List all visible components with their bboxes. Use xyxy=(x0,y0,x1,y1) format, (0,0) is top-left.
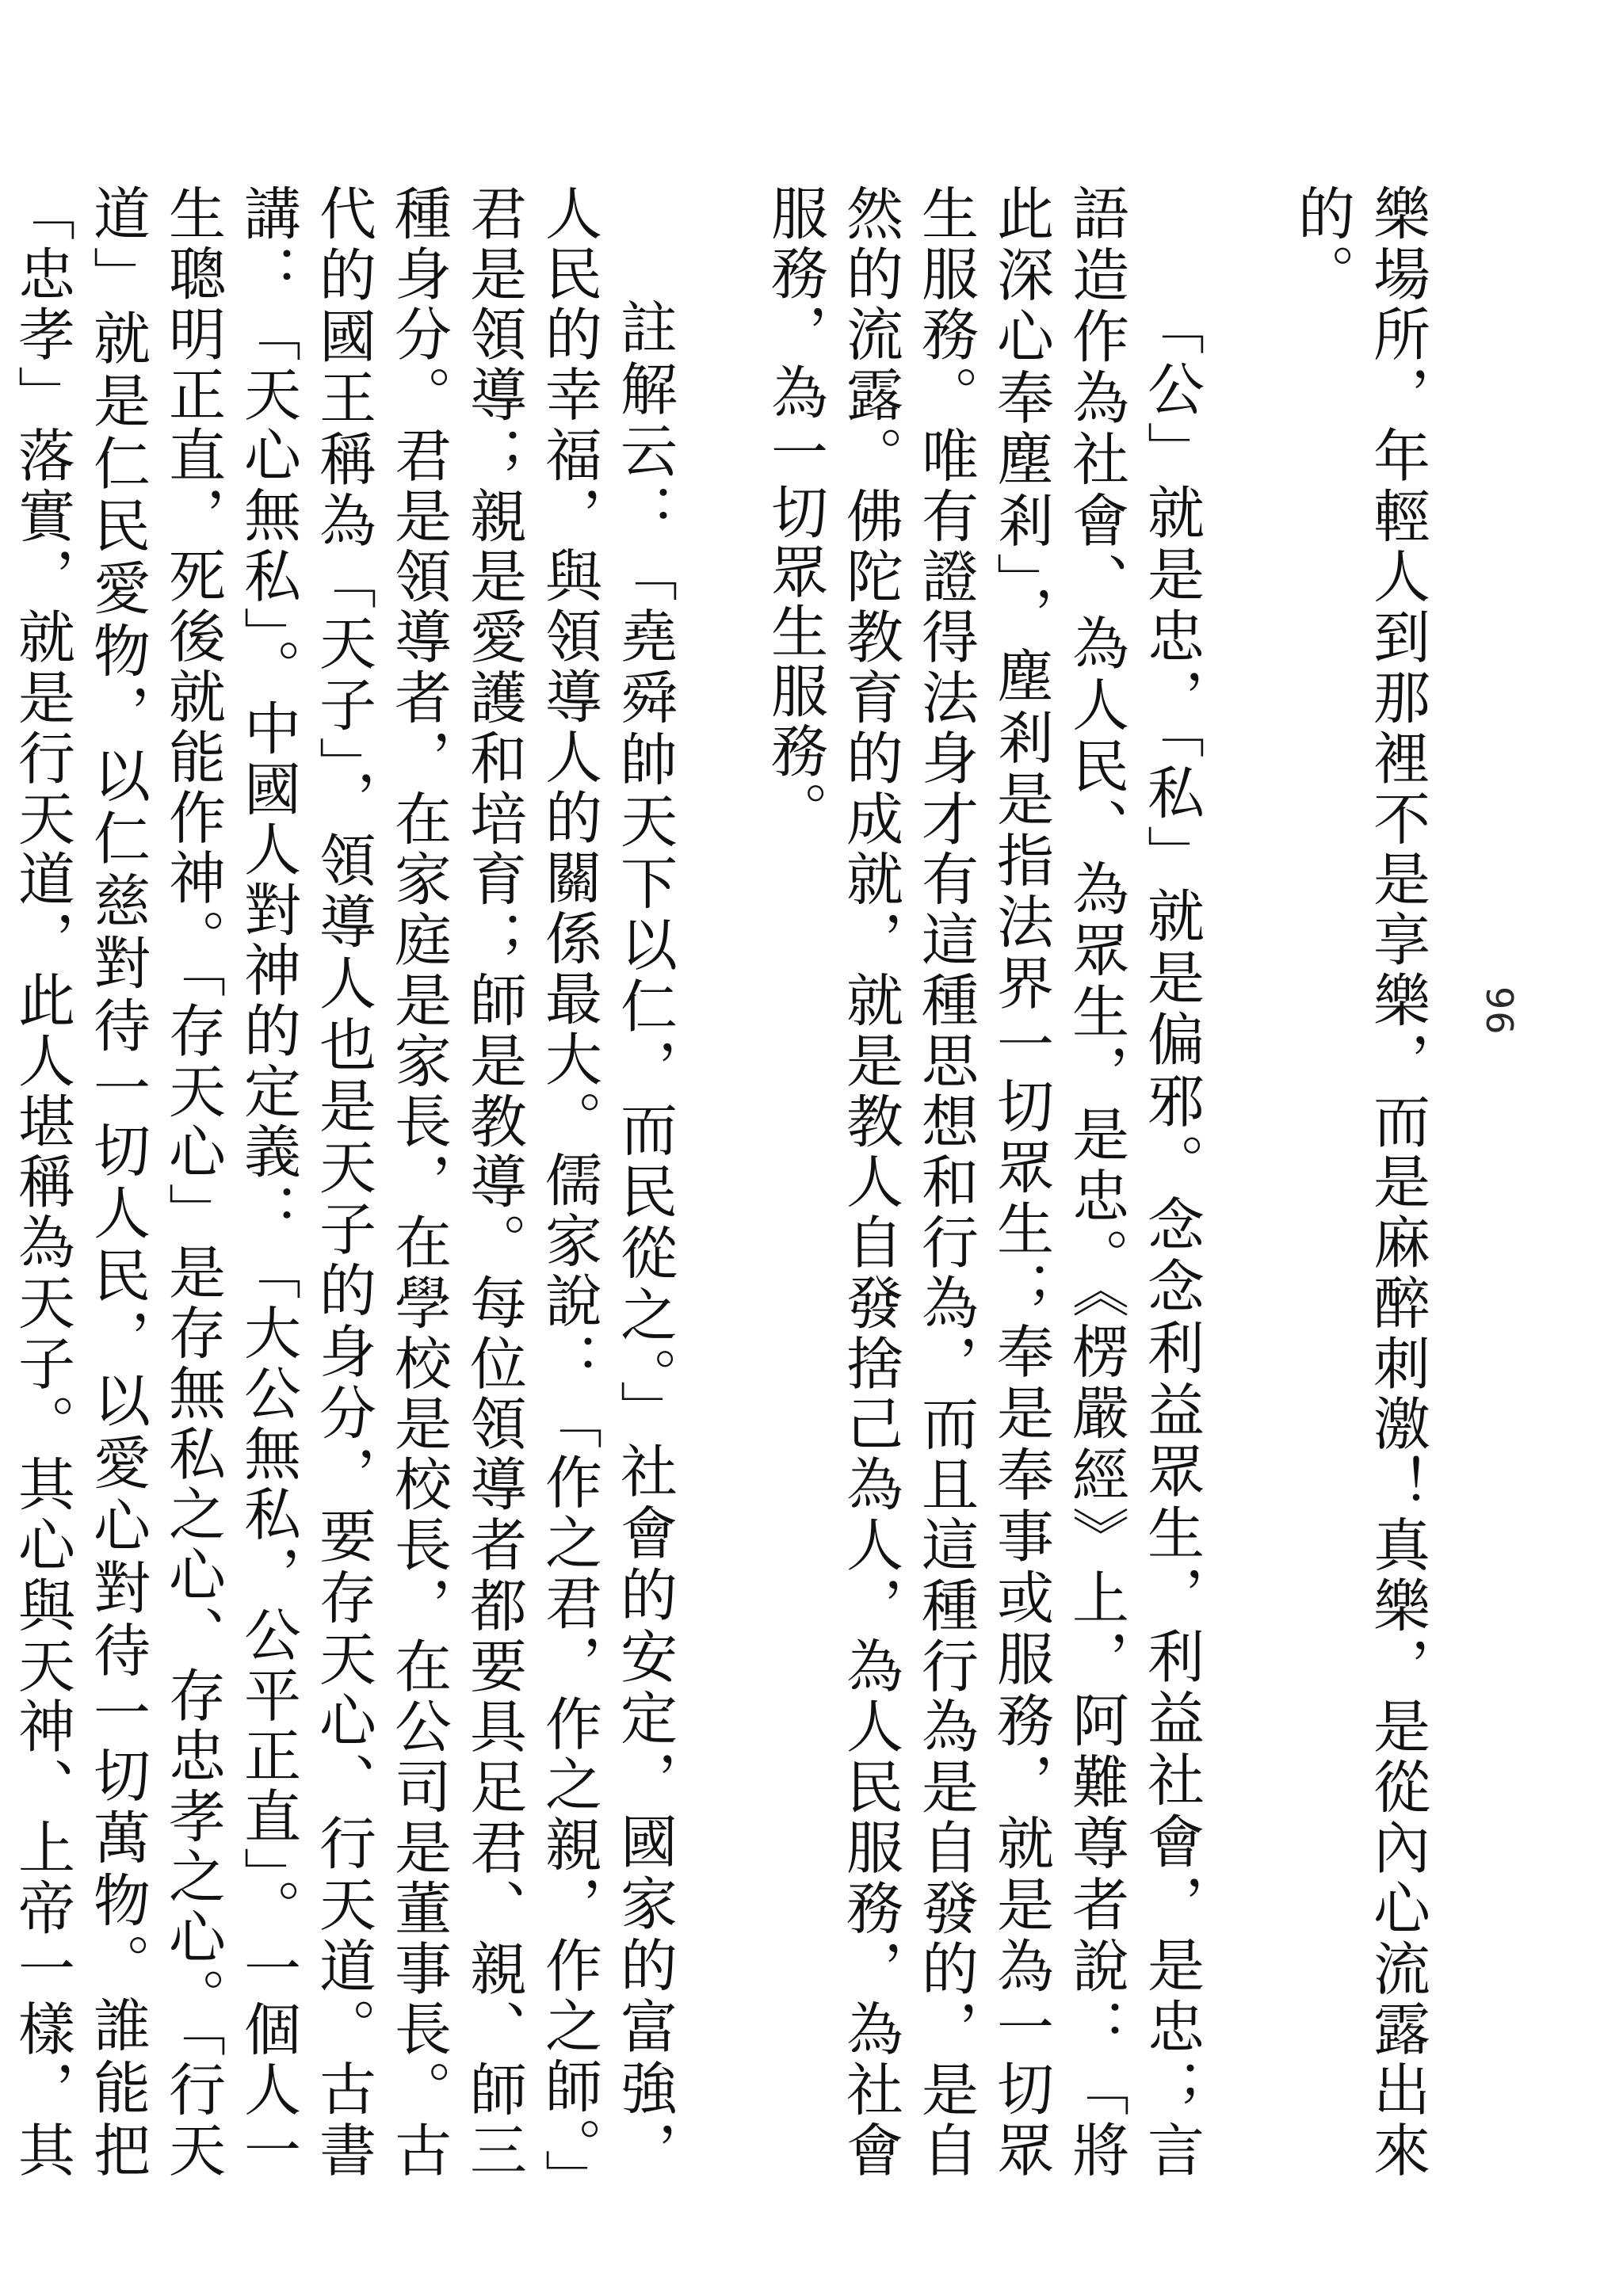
paragraph: 註解云：「堯舜帥天下以仁，而民從之。」社會的安定，國家的富強，人民的幸福，與領導人的關係最大。儒家說：「作之君，作之親，作之師。」君是領導；親是愛護和培育；師是教導。每位領導者都要具足君、親、師三種身分。君是領導者，在家庭是家長，在學校是校長，在公司是董事長。古代的國王稱為「天子」，領導人也是天子的身分，要存天心、行天道。古書講：「天心無私」。中國人對神的定義：「大公無私，公平正直」。一個人一生聰明正直，死後就能作神。「存天心」是存無私之心、存忠孝之心。「行天道」就是仁民愛物，以仁慈對待一切人民，以愛心對待一切萬物。誰能把「忠孝」落實，就是行天道，此人堪稱為天子。其心與天神、上帝一樣，其 xyxy=(9,184,678,2180)
paragraph-continuation: 樂場所，年輕人到那裡不是享樂，而是麻醉刺激！真樂，是從內心流露出來的。 xyxy=(1289,184,1430,2180)
page-number: 96 xyxy=(1478,986,1521,1036)
body-text xyxy=(9,184,1434,2180)
paragraph: 「公」就是忠，「私」就是偏邪。念念利益眾生，利益社會，是忠；言語造作為社會、為人民、為眾生，是忠。《楞嚴經》上，阿難尊者說：「將此深心奉塵剎」，塵剎是指法界一切眾生；奉是奉事或服務，就是為一切眾生服務。唯有證得法身才有這種思想和行為，而且這種行為是自發的，是自然的流露。佛陀教育的成就，就是教人自發捨己為人，為人民服務，為社會服務，為一切眾生服務。 xyxy=(762,184,1205,2180)
